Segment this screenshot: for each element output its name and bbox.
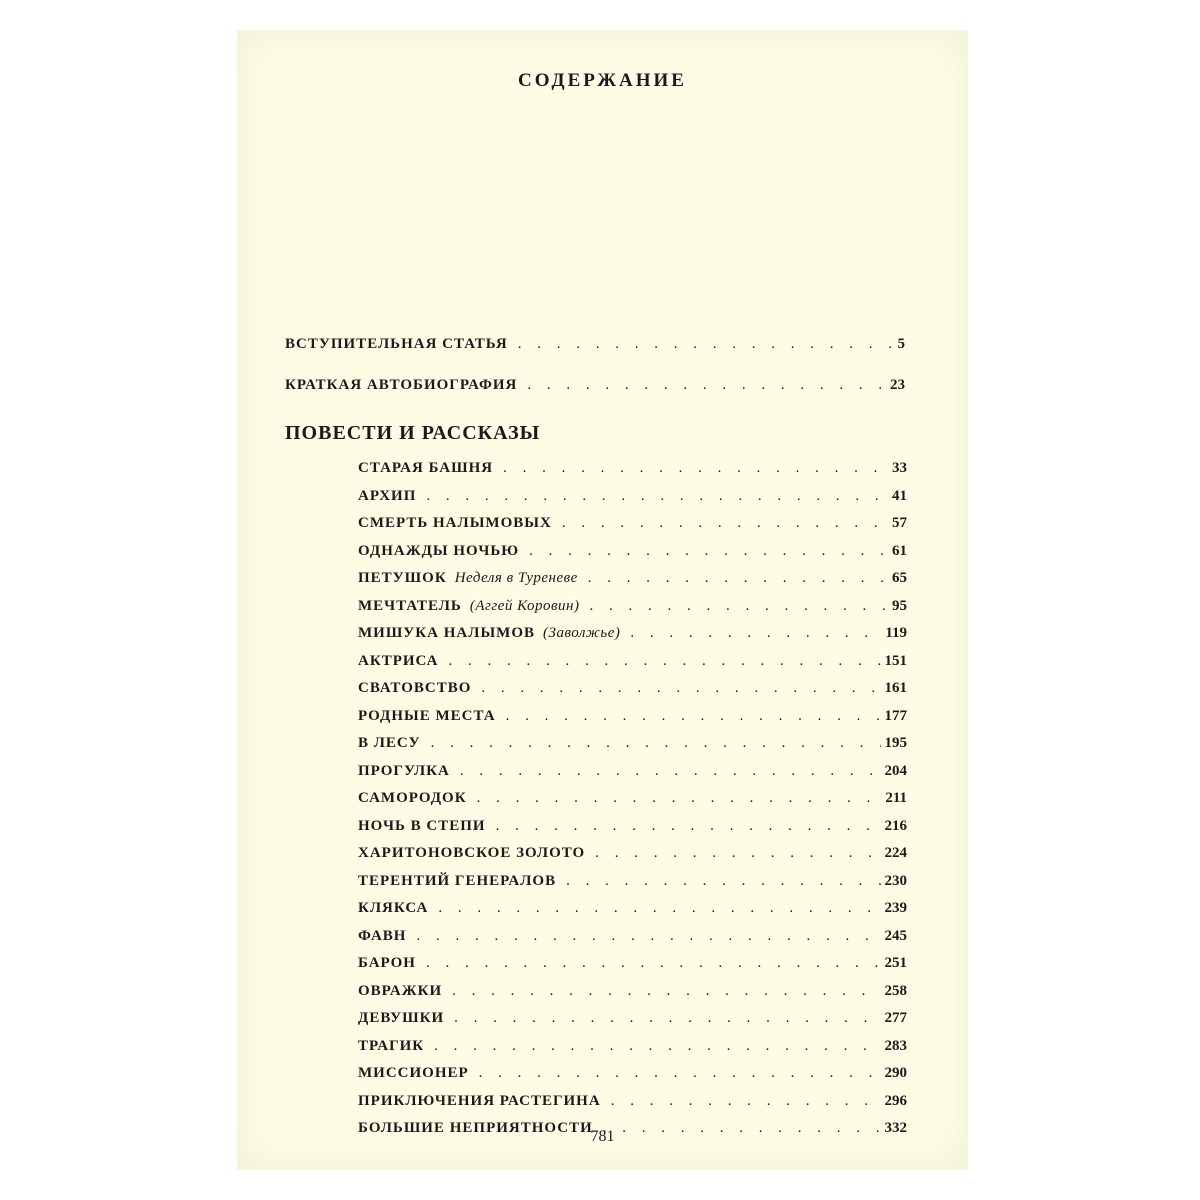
toc-entry-page: 290: [884, 1065, 907, 1081]
dot-leader: [448, 653, 880, 670]
toc-entry-title: ФАВН: [358, 927, 407, 944]
toc-entry-title: АРХИП: [358, 487, 417, 504]
toc-entry-title: ТЕРЕНТИЙ ГЕНЕРАЛОВ: [358, 872, 557, 889]
dot-leader: [527, 377, 886, 394]
toc-entry-title: КЛЯКСА: [358, 900, 429, 916]
toc-entry: [285, 336, 905, 360]
toc-entry: [358, 488, 907, 512]
toc-entry-page: 151: [884, 652, 907, 669]
dot-leader: [562, 515, 888, 532]
toc-entry: [358, 928, 907, 952]
dot-leader: [611, 1093, 881, 1110]
toc-entry-page: 251: [884, 955, 907, 971]
toc-entry-title: НОЧЬ В СТЕПИ: [358, 817, 486, 834]
toc-entry-title: В ЛЕСУ: [358, 735, 421, 751]
toc-entry-subtitle: (Аггей Коровин): [469, 597, 580, 614]
dot-leader: [452, 983, 880, 1000]
toc-entry-subtitle: (Заволжье): [543, 625, 621, 641]
toc-entry-page: 161: [884, 680, 907, 696]
toc-entry: [358, 790, 907, 814]
dot-leader: [454, 1010, 880, 1027]
dot-leader: [588, 570, 888, 587]
toc-entry-title: ХАРИТОНОВСКОЕ ЗОЛОТО: [358, 845, 586, 861]
toc-entry-page: 332: [884, 1120, 907, 1136]
toc-entry-page: 239: [884, 900, 907, 916]
dot-leader: [496, 818, 881, 835]
toc-entry: [358, 460, 907, 484]
toc-entry: [358, 763, 907, 787]
toc-entry-page: 258: [884, 982, 907, 999]
dot-leader: [503, 460, 888, 477]
toc-entry: [358, 1010, 907, 1034]
toc-entry-title: МИШУКА НАЛЫМОВ: [358, 625, 536, 641]
toc-entry: [358, 818, 907, 842]
dot-leader: [595, 845, 880, 862]
toc-entry: [285, 377, 905, 401]
toc-entry-title: ПЕТУШОК: [358, 570, 447, 586]
toc-entry-title: ПРИКЛЮЧЕНИЯ РАСТЕГИНА: [358, 1092, 601, 1109]
toc-entry: [358, 625, 907, 649]
dot-leader: [477, 790, 882, 807]
dot-leader: [479, 1065, 881, 1082]
dot-leader: [589, 598, 888, 615]
toc-entry-title: МИССИОНЕР: [358, 1065, 469, 1081]
toc-entry-title: БОЛЬШИЕ НЕПРИЯТНОСТИ: [358, 1120, 593, 1136]
toc-entry-page: 177: [884, 707, 907, 724]
dot-leader: [416, 928, 880, 945]
toc-entry-title: РОДНЫЕ МЕСТА: [358, 707, 496, 724]
toc-entry: [358, 708, 907, 732]
toc-entry-title: БАРОН: [358, 955, 416, 971]
toc-entry: [358, 900, 907, 924]
toc-entry: [358, 845, 907, 869]
book-page: [237, 30, 968, 1170]
toc-entry-title: ОДНАЖДЫ НОЧЬЮ: [358, 542, 520, 559]
toc-entry: [358, 598, 907, 622]
toc-entry-title: ПРОГУЛКА: [358, 762, 450, 779]
toc-entry-page: 277: [884, 1010, 907, 1026]
toc-entry-page: 41: [892, 487, 907, 504]
toc-entry-page: 283: [884, 1037, 907, 1054]
dot-leader: [431, 735, 881, 752]
toc-entry-title: СМЕРТЬ НАЛЫМОВЫХ: [358, 515, 552, 531]
toc-entry: [358, 653, 907, 677]
toc-entry-page: 195: [884, 735, 907, 751]
dot-leader: [426, 488, 888, 505]
toc-entry-title: ДЕВУШКИ: [358, 1010, 445, 1026]
toc-entry: [358, 570, 907, 594]
toc-entry: [358, 543, 907, 567]
toc-entry-page: 5: [897, 336, 905, 352]
dot-leader: [481, 680, 880, 697]
toc-entry-page: 216: [884, 817, 907, 834]
toc-entry-title: КРАТКАЯ АВТОБИОГРАФИЯ: [285, 377, 518, 393]
toc-entry-title: СТАРАЯ БАШНЯ: [358, 460, 494, 476]
toc-entry-title: СВАТОВСТВО: [358, 680, 472, 696]
toc-entry-page: 245: [884, 927, 907, 944]
page-heading: СОДЕРЖАНИЕ: [518, 70, 687, 91]
toc-entry-page: 23: [890, 377, 905, 393]
dot-leader: [506, 708, 881, 725]
dot-leader: [518, 336, 894, 353]
toc-entry-page: 211: [885, 790, 907, 806]
toc-entry-title: МЕЧТАТЕЛЬ: [358, 597, 462, 614]
dot-leader: [434, 1038, 880, 1055]
toc-entry-title: ТРАГИК: [358, 1037, 425, 1054]
page-number: 781: [590, 1128, 615, 1145]
toc-entry-page: 119: [885, 625, 907, 641]
toc-entry-subtitle: Неделя в Туреневе: [454, 570, 578, 586]
toc-entry-page: 204: [884, 762, 907, 779]
dot-leader: [566, 873, 880, 890]
toc-entry: [358, 515, 907, 539]
toc-entry-page: 33: [892, 460, 907, 476]
toc-entry: [358, 1038, 907, 1062]
dot-leader: [438, 900, 880, 917]
dot-leader: [426, 955, 881, 972]
toc-entry-title: САМОРОДОК: [358, 790, 467, 806]
toc-entry: [358, 680, 907, 704]
toc-entry: [358, 1065, 907, 1089]
toc-entry: [358, 955, 907, 979]
toc-entry-page: 224: [884, 845, 907, 861]
section-title: ПОВЕСТИ И РАССКАЗЫ: [285, 422, 541, 444]
toc-entry-page: 57: [892, 515, 907, 531]
toc-entry-page: 65: [892, 570, 907, 586]
toc-entry-title: АКТРИСА: [358, 652, 439, 669]
toc-entry-title: ОВРАЖКИ: [358, 982, 443, 999]
toc-entry: [358, 983, 907, 1007]
toc-entry: [358, 735, 907, 759]
toc-entry-page: 296: [884, 1092, 907, 1109]
toc-entry-page: 61: [892, 542, 907, 559]
dot-leader: [529, 543, 888, 560]
dot-leader: [630, 625, 881, 642]
dot-leader: [460, 763, 881, 780]
toc-entry-page: 230: [884, 872, 907, 889]
toc-entry: [358, 1093, 907, 1117]
toc-entry-title: ВСТУПИТЕЛЬНАЯ СТАТЬЯ: [285, 336, 508, 352]
toc-entry-page: 95: [892, 597, 907, 614]
toc-entry: [358, 873, 907, 897]
